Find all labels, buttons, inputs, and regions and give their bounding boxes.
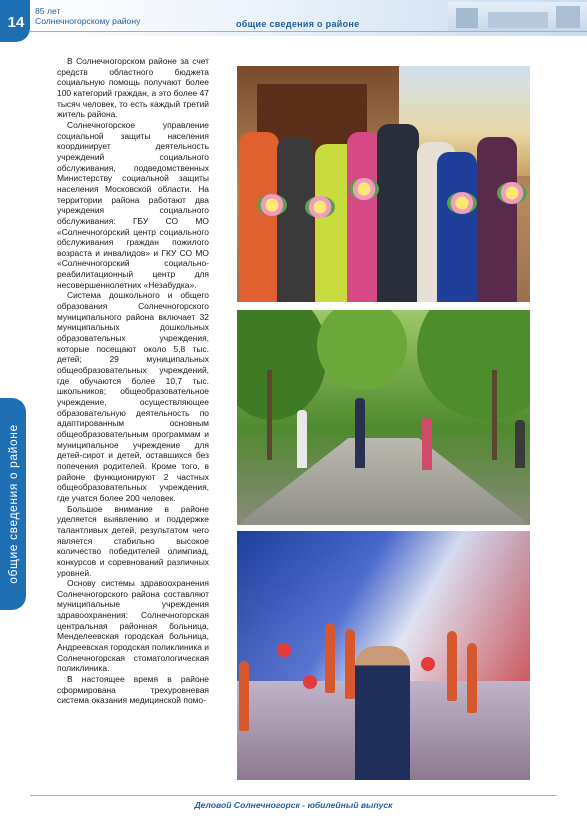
- article-text: [57, 56, 209, 706]
- jubilee-years: 85 лет: [35, 6, 61, 16]
- paragraph: В настоящее время в районе сформирована трехуровневая система оказания медицинской помо-: [57, 674, 209, 706]
- footer-divider: [30, 795, 557, 796]
- header-city-photo: [448, 2, 587, 31]
- paragraph: Большое внимание в районе уделяется выявлению и поддержке талантливых детей, результатом чего является стабильно высокое количество победителей олимпиад, конкурсов и соревнований различных уровней.: [57, 503, 209, 578]
- side-section-label: общие сведения о районе: [6, 424, 20, 584]
- paragraph: Солнечногорское управление социальной защиты населения координирует деятельность учреждений социального обслуживания, подведомственных Министерству социальной защиты населения Московской области. На территории района работают два учреждения социального обслуживания: ГБУ СО МО «Солнечногорский центр социального обслуживания граждан пожилого возраста и инвалидов» и ГКУ СО МО «Солнечногорский социально-реабилитационный центр для несовершеннолетних «Незабудка».: [57, 119, 209, 290]
- page-number: 14: [7, 14, 25, 31]
- section-title: общие сведения о районе: [236, 19, 360, 29]
- paragraph: В Солнечногорском районе за счет средств областного бюджета социальную помощь получают более 100 категорий граждан, а это более 47 тысяч человек, то есть каждый третий житель района.: [57, 56, 209, 120]
- footer-caption: Деловой Солнечногорск - юбилейный выпуск: [194, 800, 393, 810]
- park-photo: [237, 310, 530, 525]
- group-photo: [237, 66, 530, 302]
- paragraph: Основу системы здравоохранения Солнечногорского района составляют муниципальные учреждения здравоохранения: Солнечногорская центральная районная больница, Менделеевская городская больница, Андреевская городская поликлиника и Солнечногорская стоматологическая поликлиника.: [57, 578, 209, 674]
- stage-performance-photo: [237, 531, 530, 780]
- jubilee-caption: [35, 7, 155, 26]
- paragraph: Система дошкольного и общего образования Солнечногорского муниципального района включает 32 муниципальных дошкольных образовательных учреждения, которые посещают около 5,8 тыс. детей; 29 муниципальных общеобразовательных учреждений, где обучаются более 10,7 тыс. школьников; общеобразовательное учреждение, осуществляющее образовательную деятельность по адаптированным основным общеобразовательным программам и муниципальное учреждение для детей-сирот и детей, оставшихся без попечения родителей. Кроме того, в районе функционируют 2 частных общеобразовательных учреждения, где учатся более 200 человек.: [57, 290, 209, 503]
- header-divider: [30, 31, 587, 32]
- jubilee-district: Солнечногорскому району: [35, 15, 141, 26]
